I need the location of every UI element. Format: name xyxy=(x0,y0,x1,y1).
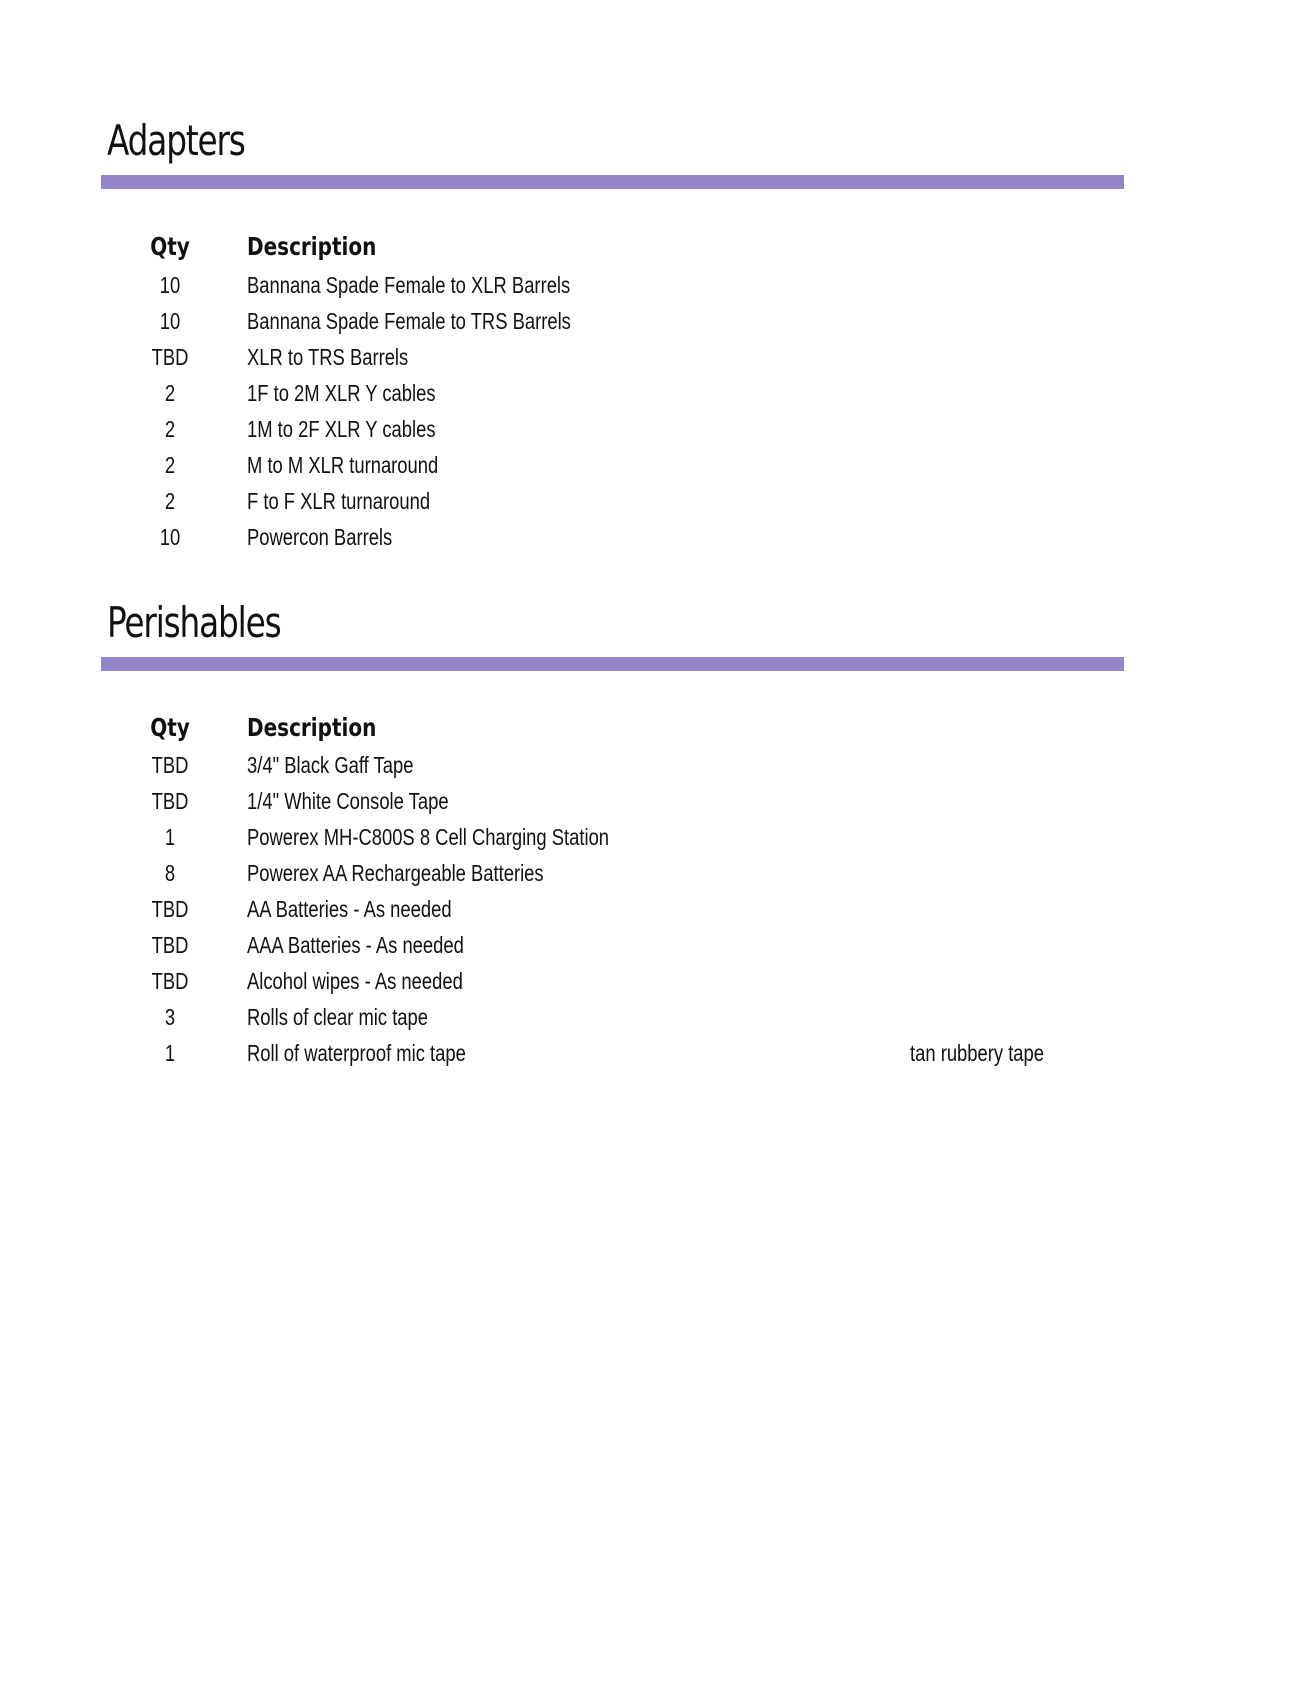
section-rule xyxy=(101,657,1124,671)
row-qty: TBD xyxy=(151,932,189,958)
section-title: Adapters xyxy=(107,116,245,165)
description-column-header: Description xyxy=(247,232,377,261)
section-title: Perishables xyxy=(107,598,281,647)
row-qty: TBD xyxy=(151,788,189,814)
row-description: AA Batteries - As needed xyxy=(247,896,452,922)
row-description: 3/4" Black Gaff Tape xyxy=(247,752,414,778)
row-description: F to F XLR turnaround xyxy=(247,488,431,514)
row-description: XLR to TRS Barrels xyxy=(247,344,409,370)
row-qty: TBD xyxy=(151,896,189,922)
row-description: Bannana Spade Female to XLR Barrels xyxy=(247,272,571,298)
row-description: Rolls of clear mic tape xyxy=(247,1004,428,1030)
row-qty: 1 xyxy=(164,1040,176,1066)
row-description: M to M XLR turnaround xyxy=(247,452,439,478)
row-description: 1F to 2M XLR Y cables xyxy=(247,380,436,406)
row-qty: 10 xyxy=(159,272,181,298)
row-description: Alcohol wipes - As needed xyxy=(247,968,463,994)
row-description: 1M to 2F XLR Y cables xyxy=(247,416,436,442)
row-qty: 8 xyxy=(164,860,176,886)
row-qty: TBD xyxy=(151,968,189,994)
row-qty: 2 xyxy=(164,452,176,478)
description-column-header: Description xyxy=(247,713,377,742)
row-description: 1/4" White Console Tape xyxy=(247,788,449,814)
section-rule xyxy=(101,175,1124,189)
row-qty: 2 xyxy=(164,488,176,514)
row-description: Powerex AA Rechargeable Batteries xyxy=(247,860,544,886)
qty-column-header: Qty xyxy=(150,232,190,261)
row-qty: 10 xyxy=(159,308,181,334)
row-qty: TBD xyxy=(151,752,189,778)
qty-column-header: Qty xyxy=(150,713,190,742)
row-note: tan rubbery tape xyxy=(910,1040,1045,1066)
row-qty: TBD xyxy=(151,344,189,370)
row-description: AAA Batteries - As needed xyxy=(247,932,464,958)
row-qty: 2 xyxy=(164,380,176,406)
row-description: Powercon Barrels xyxy=(247,524,393,550)
row-description: Roll of waterproof mic tape xyxy=(247,1040,466,1066)
row-qty: 10 xyxy=(159,524,181,550)
row-description: Bannana Spade Female to TRS Barrels xyxy=(247,308,571,334)
row-qty: 2 xyxy=(164,416,176,442)
row-qty: 3 xyxy=(164,1004,176,1030)
row-qty: 1 xyxy=(164,824,176,850)
row-description: Powerex MH-C800S 8 Cell Charging Station xyxy=(247,824,610,850)
